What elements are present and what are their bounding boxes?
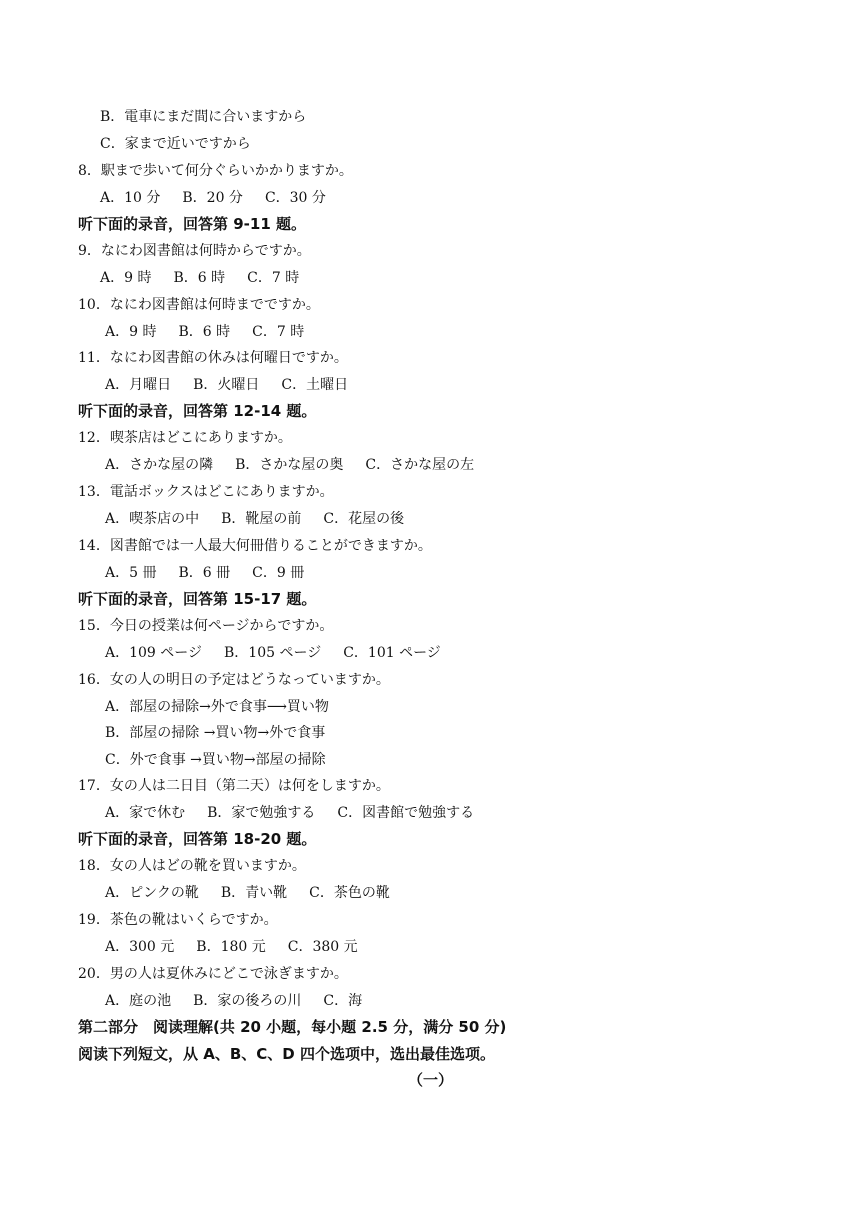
option-b: B．青い靴 [220, 885, 288, 901]
option-c: C．外で食事 →買い物→部屋の掃除 [105, 752, 326, 768]
question-10: 10．なにわ図書館は何時までですか。 [78, 297, 320, 313]
question-12-options [105, 456, 474, 474]
part-two-heading: 第二部分 阅读理解(共 20 小题，每小题 2.5 分，满分 50 分) [78, 1018, 507, 1036]
question-13-options [105, 510, 404, 528]
question-14-options [105, 564, 304, 582]
option-a: A．月曜日 [105, 377, 172, 393]
option-c: C．380 元 [287, 939, 358, 955]
option-c: C．7 時 [252, 324, 305, 340]
option-a: A．部屋の掃除→外で食事⟶買い物 [105, 699, 329, 715]
option-a: A．庭の池 [105, 993, 172, 1009]
question-9-options [100, 269, 299, 287]
question-11-options [105, 376, 348, 394]
option-b: B．家で勉強する [207, 805, 316, 821]
question-8: 8．駅まで歩いて何分ぐらいかかりますか。 [78, 163, 353, 179]
question-12: 12．喫茶店はどこにありますか。 [78, 430, 292, 446]
section-heading: 听下面的录音，回答第 12-14 题。 [78, 402, 317, 420]
question-11: 11．なにわ図書館の休みは何曜日ですか。 [78, 350, 348, 366]
option-a: A．9 時 [105, 324, 157, 340]
option-c: C．花屋の後 [323, 511, 405, 527]
option-a: A．300 元 [105, 939, 175, 955]
option-c: C．図書館で勉強する [337, 805, 475, 821]
option-c: C．茶色の靴 [309, 885, 390, 901]
question-20: 20．男の人は夏休みにどこで泳ぎますか。 [78, 966, 348, 982]
option-b: B．部屋の掃除 →買い物→外で食事 [105, 725, 326, 741]
option-b: B．6 冊 [178, 565, 231, 581]
option-line: B．電車にまだ間に合いますから [100, 109, 307, 125]
question-15: 15．今日の授業は何ページからですか。 [78, 618, 334, 634]
option-b: B．105 ページ [224, 645, 322, 661]
question-20-options [105, 992, 362, 1010]
option-b: B．さかな屋の奥 [235, 457, 344, 473]
question-18-options [105, 884, 390, 902]
option-b: B．6 時 [173, 270, 226, 286]
option-a: A．喫茶店の中 [105, 511, 200, 527]
reading-instructions: 阅读下列短文，从 A、B、C、D 四个选项中，选出最佳选项。 [78, 1045, 495, 1063]
passage-number: （一） [408, 1071, 454, 1089]
option-a: A．ピンクの靴 [105, 885, 199, 901]
question-16: 16．女の人の明日の予定はどうなっていますか。 [78, 672, 390, 688]
section-heading: 听下面的录音，回答第 15-17 题。 [78, 590, 317, 608]
question-17-options [105, 804, 474, 822]
option-line: C．家まで近いですから [100, 136, 251, 152]
option-b: B．180 元 [196, 939, 266, 955]
option-c: C．海 [323, 993, 363, 1009]
option-b: B．6 時 [178, 324, 231, 340]
option-b: B．靴屋の前 [221, 511, 302, 527]
option-a: A．さかな屋の隣 [105, 457, 214, 473]
option-b: B．火曜日 [193, 377, 260, 393]
option-c: C．7 時 [247, 270, 300, 286]
question-8-options [100, 189, 326, 207]
question-13: 13．電話ボックスはどこにありますか。 [78, 484, 334, 500]
option-a: A．10 分 [100, 190, 161, 206]
option-a: A．9 時 [100, 270, 152, 286]
question-17: 17．女の人は二日目（第二天）は何をしますか。 [78, 778, 390, 794]
option-c: C．土曜日 [281, 377, 349, 393]
option-c: C．30 分 [264, 190, 326, 206]
option-c: C．101 ページ [343, 645, 441, 661]
option-b: B．20 分 [182, 190, 243, 206]
question-18: 18．女の人はどの靴を買いますか。 [78, 858, 306, 874]
option-c: C．さかな屋の左 [365, 457, 475, 473]
question-9: 9．なにわ図書館は何時からですか。 [78, 243, 311, 259]
option-a: A．5 冊 [105, 565, 157, 581]
option-c: C．9 冊 [252, 565, 305, 581]
section-heading: 听下面的录音，回答第 9-11 题。 [78, 215, 306, 233]
question-19: 19．茶色の靴はいくらですか。 [78, 912, 278, 928]
question-19-options [105, 938, 358, 956]
question-14: 14．図書館では一人最大何冊借りることができますか。 [78, 538, 432, 554]
question-10-options [105, 323, 304, 341]
question-15-options [105, 644, 441, 662]
option-b: B．家の後ろの川 [193, 993, 302, 1009]
option-a: A．109 ページ [105, 645, 203, 661]
section-heading: 听下面的录音，回答第 18-20 题。 [78, 830, 317, 848]
option-a: A．家で休む [105, 805, 186, 821]
